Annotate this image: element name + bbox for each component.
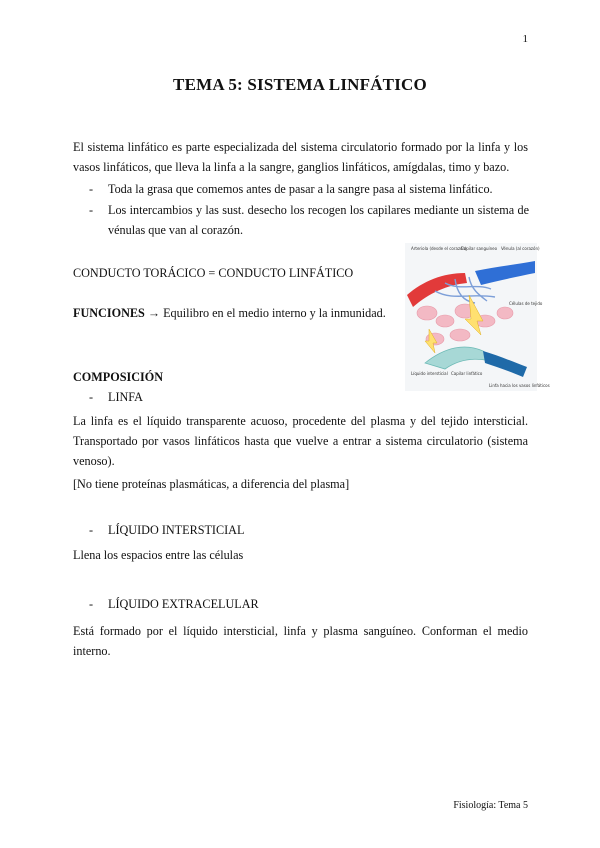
figure-label-liquido: Líquido intersticial xyxy=(411,371,448,376)
bullet-dash: - xyxy=(89,203,94,217)
extracelular-bullet xyxy=(89,594,529,614)
figure-label-venula: Vénula (al corazón) xyxy=(501,246,540,251)
page-footer: Fisiología: Tema 5 xyxy=(453,800,528,811)
linfa-note: [No tiene proteínas plasmáticas, a diferencia del plasma] xyxy=(73,477,350,491)
bullet-dash: - xyxy=(89,390,94,404)
bullet-dash: - xyxy=(89,597,94,611)
intro-paragraph: El sistema linfático es parte especializada del sistema circulatorio formado por la linfa y los vasos linfáticos, que lleva la linfa a la sangre, ganglios linfáticos, amígdalas, timo y bazo. xyxy=(73,140,528,174)
intro-bullet-2 xyxy=(89,200,529,240)
intersticial-label: LÍQUIDO INTERSTICIAL xyxy=(108,523,245,537)
figure-label-arteriola: Arteriola (desde el corazón) xyxy=(411,246,467,251)
linfa-label: LINFA xyxy=(108,390,143,404)
bullet-dash: - xyxy=(89,182,94,196)
funciones-text: Equilibro en el medio interno y la inmunidad. xyxy=(163,306,386,320)
page-title: TEMA 5: SISTEMA LINFÁTICO xyxy=(173,75,427,94)
bullet-text: Los intercambios y las sust. desecho los recogen los capilares mediante un sistema de vénulas que van al corazón. xyxy=(108,203,529,237)
conducto-line: CONDUCTO TORÁCICO = CONDUCTO LINFÁTICO xyxy=(73,266,354,280)
figure-label-capilar-linfatico: Capilar linfático xyxy=(451,371,483,376)
figure-label-celulas: Células de tejido xyxy=(509,301,543,306)
figure-label-linfa: Linfa hacia los vasos linfáticos xyxy=(489,383,550,388)
composicion-heading: COMPOSICIÓN xyxy=(73,370,164,384)
funciones-line xyxy=(73,303,393,323)
extracelular-text: Está formado por el líquido intersticial, linfa y plasma sanguíneo. Conforman el medio interno. xyxy=(73,624,528,658)
funciones-label: FUNCIONES xyxy=(73,306,145,320)
extracelular-label: LÍQUIDO EXTRACELULAR xyxy=(108,597,259,611)
arrow-icon: → xyxy=(147,306,161,320)
intersticial-text: Llena los espacios entre las células xyxy=(73,548,244,562)
linfa-paragraph: La linfa es el líquido transparente acuoso, procedente del plasma y del tejido intersticial. Transportado por vasos linfáticos hasta que vuelve a entrar a sistema circulatorio (sistema venoso). xyxy=(73,414,528,468)
intro-bullet-1 xyxy=(89,179,529,199)
page-number: 1 xyxy=(522,33,528,45)
figure-label-capilar: Capilar sanguíneo xyxy=(461,246,498,251)
bullet-dash: - xyxy=(89,523,94,537)
linfa-bullet xyxy=(89,387,529,407)
intersticial-bullet xyxy=(89,520,529,540)
bullet-text: Toda la grasa que comemos antes de pasar a la sangre pasa al sistema linfático. xyxy=(108,182,493,196)
